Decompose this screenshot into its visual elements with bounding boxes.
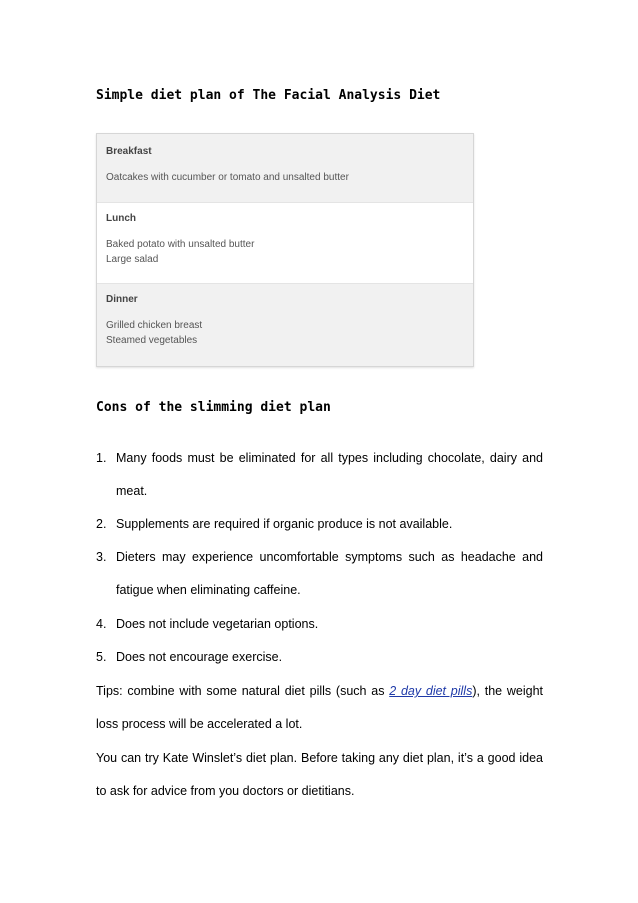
list-number: 5. bbox=[96, 650, 107, 664]
meal-title: Dinner bbox=[106, 294, 138, 305]
meal-row-dinner bbox=[97, 284, 473, 366]
list-number: 1. bbox=[96, 451, 107, 465]
list-item-text: Dieters may experience uncomfortable symptoms such as headache and bbox=[116, 550, 543, 564]
list-item-continuation: fatigue when eliminating caffeine. bbox=[116, 583, 301, 597]
tips-line-1 bbox=[96, 683, 543, 699]
list-number: 2. bbox=[96, 517, 107, 531]
list-item-continuation: meat. bbox=[116, 484, 148, 498]
meal-row-breakfast bbox=[97, 134, 473, 202]
meal-item: Grilled chicken breast bbox=[106, 320, 203, 331]
section-heading-cons: Cons of the slimming diet plan bbox=[96, 400, 331, 415]
list-item-text: Does not include vegetarian options. bbox=[116, 617, 319, 631]
meal-plan-table bbox=[96, 133, 474, 367]
list-number: 4. bbox=[96, 617, 107, 631]
page-heading-diet-plan: Simple diet plan of The Facial Analysis Diet bbox=[96, 88, 441, 103]
meal-title: Breakfast bbox=[106, 146, 152, 157]
tips-text: ), the weight bbox=[472, 684, 544, 698]
list-number: 3. bbox=[96, 550, 107, 564]
closing-line-2: to ask for advice from you doctors or dietitians. bbox=[96, 784, 355, 798]
tips-line-2: loss process will be accelerated a lot. bbox=[96, 717, 303, 731]
list-item-text: Many foods must be eliminated for all types including chocolate, dairy and bbox=[116, 451, 543, 465]
list-item-text: Does not encourage exercise. bbox=[116, 650, 283, 664]
list-item-text: Supplements are required if organic produce is not available. bbox=[116, 517, 453, 531]
closing-line-1: You can try Kate Winslet’s diet plan. Before taking any diet plan, it’s a good idea bbox=[96, 751, 543, 765]
meal-item: Oatcakes with cucumber or tomato and unsalted butter bbox=[106, 172, 349, 183]
meal-row-lunch bbox=[97, 202, 473, 284]
tips-text: Tips: combine with some natural diet pills (such as bbox=[96, 684, 390, 698]
diet-pills-link[interactable]: 2 day diet pills bbox=[389, 684, 473, 698]
meal-item: Baked potato with unsalted butter bbox=[106, 239, 255, 250]
meal-title: Lunch bbox=[106, 213, 136, 224]
meal-item: Large salad bbox=[106, 254, 159, 265]
meal-item: Steamed vegetables bbox=[106, 335, 198, 346]
